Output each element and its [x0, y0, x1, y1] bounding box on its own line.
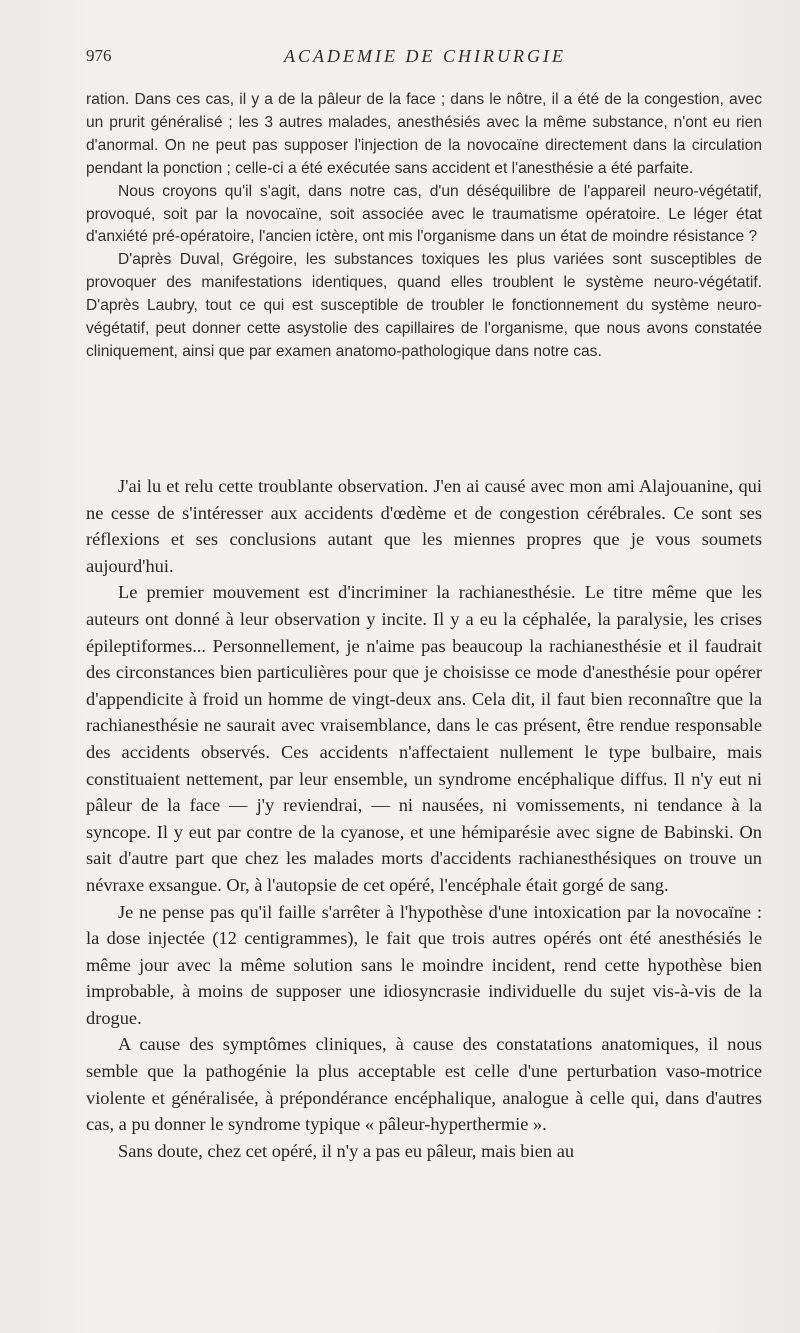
running-header — [86, 46, 762, 70]
commentary-paragraph: Sans doute, chez cet opéré, il n'y a pas eu pâleur, mais bien au — [118, 1140, 575, 1161]
quote-paragraph: ration. Dans ces cas, il y a de la pâleur de la face ; dans le nôtre, il a été de la congestion, avec un prurit généralisé ; les 3 autres malades, anesthésiés avec la même substance, n'ont eu rien d'anormal. On ne peut pas supposer l'injection de la novocaïne directement dans la circulation pendant la ponction ; celle-ci a été exécutée sans accident et l'anesthésie a été parfaite. — [86, 91, 762, 177]
commentary-text — [86, 473, 762, 1164]
commentary-paragraph: Je ne pense pas qu'il faille s'arrêter à l'hypothèse d'une intoxication par la novocaïne : la dose injectée (12 centigrammes), le fait que trois autres opérés ont été anesthésiés le même jour avec la même solution sans le moindre incident, rend cette hypothèse bien improbable, à moins de supposer une idiosyncrasie individuelle du sujet vis-à-vis de la drogue. — [86, 901, 762, 1028]
quoted-observation — [86, 89, 762, 364]
quote-paragraph: D'après Duval, Grégoire, les substances toxiques les plus variées sont susceptibles de provoquer des manifestations identiques, quand elles troublent le système neuro-végétatif. D'après Laubry, tout ce qui est susceptible de troubler le fonctionnement du système neuro-végétatif, peut donner cette asystolie des capillaires de l'organisme, que nous avons constatée cliniquement, ainsi que par examen anatomo-pathologique dans notre cas. — [86, 251, 762, 360]
quote-paragraph: Nous croyons qu'il s'agit, dans notre cas, d'un déséquilibre de l'appareil neuro-végétatif, provoqué, soit par la novocaïne, soit associée avec le traumatisme opératoire. Le léger état d'anxiété pré-opératoire, l'ancien ictère, ont mis l'organisme dans un état de moindre résistance ? — [86, 182, 762, 246]
page-number: 976 — [86, 46, 112, 65]
journal-title: ACADEMIE DE CHIRURGIE — [284, 46, 566, 66]
commentary-paragraph: Le premier mouvement est d'incriminer la rachianesthésie. Le titre même que les auteurs ont donné à leur observation y incite. Il y a eu la céphalée, la paralysie, les crises épileptiformes... Personnellement, je n'aime pas beaucoup la rachianesthésie et il faudrait des circonstances bien particulières pour que je choisisse ce mode d'anesthésie pour opérer d'appendicite à froid un homme de vingt-deux ans. Cela dit, il faut bien reconnaître que la rachianesthésie ne saurait avec vraisemblance, dans le cas présent, être rendue responsable des accidents observés. Ces accidents n'affectaient nullement le type bulbaire, mais constituaient nettement, par leur ensemble, un syndrome encéphalique diffus. Il n'y eut ni pâleur de la face — j'y reviendrai, — ni nausées, ni vomissements, ni tendance à la syncope. Il y eut par contre de la cyanose, et une hémiparésie avec signe de Babinski. On sait d'autre part que chez les malades morts d'accidents rachianesthésiques on trouve un névraxe exsangue. Or, à l'autopsie de cet opéré, l'encéphale était gorgé de sang. — [86, 582, 762, 895]
commentary-paragraph: J'ai lu et relu cette troublante observation. J'en ai causé avec mon ami Alajouanine, qui ne cesse de s'intéresser aux accidents d'œdème et de congestion cérébrales. Ce sont ses réflexions et ses conclusions autant que les miennes propres que je vous soumets aujourd'hui. — [86, 476, 762, 576]
commentary-paragraph: A cause des symptômes cliniques, à cause des constatations anatomiques, il nous semble que la pathogénie la plus acceptable est celle d'une perturbation vaso-motrice violente et généralisée, à prépondérance encéphalique, analogue à celle qui, dans d'autres cas, a pu donner le syndrome typique « pâleur-hyperthermie ». — [86, 1034, 762, 1135]
